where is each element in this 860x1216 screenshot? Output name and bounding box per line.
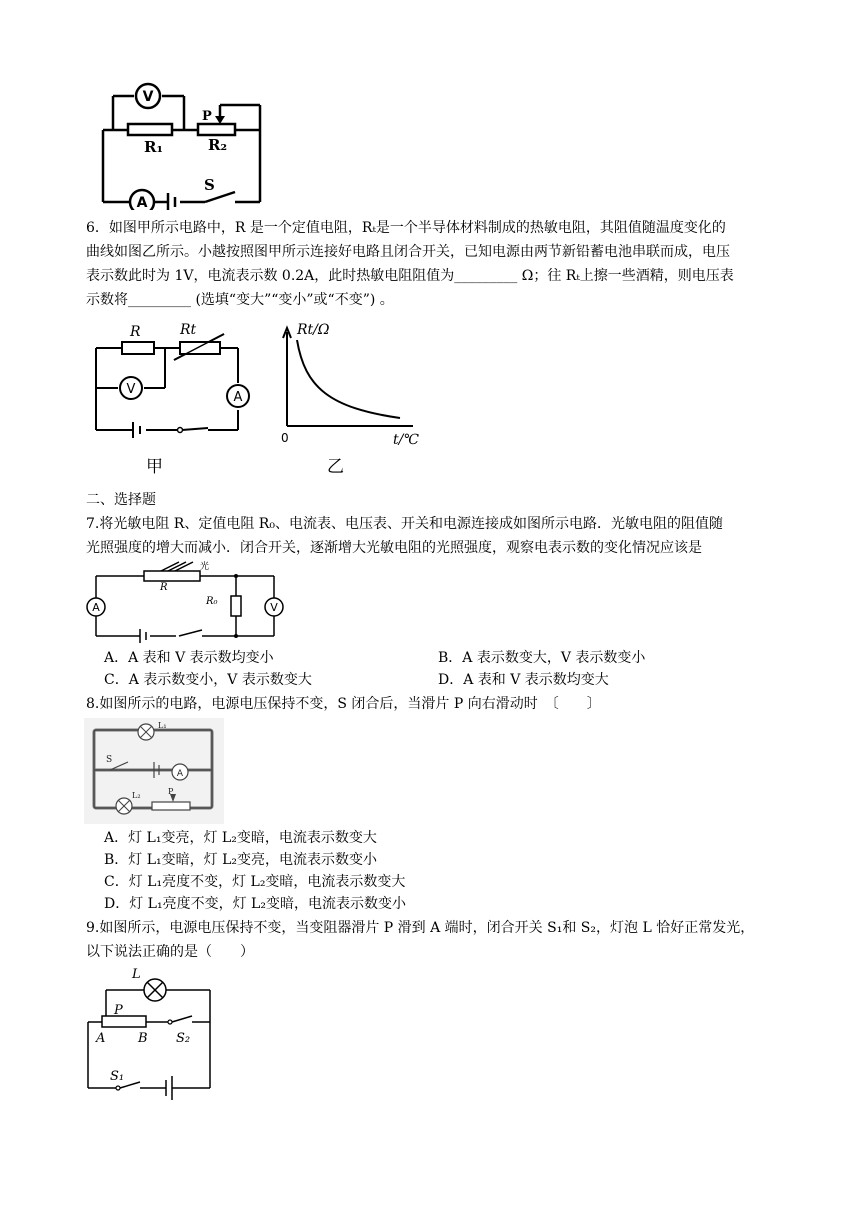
q7-option-b[interactable]: B．A 表示数变大，V 表示数变小 (438, 650, 646, 666)
svg-text:A: A (136, 195, 148, 210)
q9-line-1: 9.如图所示，电源电压保持不变，当变阻器滑片 P 滑到 A 端时，闭合开关 S₁和 S₂，灯泡 L 恰好正常发光， (86, 920, 755, 936)
q9-line-2: 以下说法正确的是（ ） (86, 944, 254, 960)
svg-text:L₁: L₁ (158, 721, 167, 730)
svg-text:L: L (132, 967, 141, 982)
svg-text:S: S (204, 176, 215, 194)
q8-option-d[interactable]: D．灯 L₁亮度不变，灯 L₂变暗，电流表示数变小 (104, 896, 406, 912)
q8-circuit-figure (84, 718, 224, 824)
svg-text:Rt: Rt (180, 322, 197, 338)
svg-text:S₁: S₁ (110, 1069, 125, 1084)
section-2-title: 二、选择题 (86, 492, 156, 508)
svg-text:L₂: L₂ (132, 791, 141, 800)
svg-text:S: S (106, 755, 113, 765)
svg-text:S₂: S₂ (176, 1031, 191, 1046)
svg-text:R: R (160, 582, 168, 593)
q8-stem: 8.如图所示的电路，电源电压保持不变，S 闭合后，当滑片 P 向右滑动时 〔 〕 (86, 696, 601, 712)
q6-figure-a-caption: 甲 (146, 457, 163, 477)
svg-text:A: A (96, 1031, 106, 1046)
q7-line-1: 7.将光敏电阻 R、定值电阻 R₀、电流表、电压表、开关和电源连接成如图所示电路．光敏电阻的阻值随 (86, 516, 723, 532)
svg-text:R₀: R₀ (206, 596, 218, 607)
svg-text:P: P (168, 787, 174, 796)
svg-text:R: R (130, 324, 141, 340)
svg-text:0: 0 (281, 431, 289, 445)
resistor-r1 (128, 124, 172, 135)
q7-option-d[interactable]: D．A 表和 V 表示数均变大 (438, 672, 609, 688)
q6-line-3: 表示数此时为 1V，电流表示数 0.2A，此时热敏电阻阻值为_________ Ω；往 Rₜ上擦一些酒精，则电压表 (86, 268, 734, 284)
svg-text:V: V (142, 89, 154, 105)
svg-text:Rt/Ω: Rt/Ω (297, 322, 330, 338)
q6-figure-b-caption: 乙 (327, 457, 344, 477)
svg-text:R₂: R₂ (208, 136, 228, 154)
svg-text:V: V (126, 382, 136, 397)
q6-line-2: 曲线如图乙所示。小越按照图甲所示连接好电路且闭合开关，已知电源由两节新铅蓄电池串联而成，电压 (86, 244, 730, 260)
q8-option-a[interactable]: A．灯 L₁变亮，灯 L₂变暗，电流表示数变大 (104, 830, 377, 846)
svg-text:光: 光 (200, 562, 210, 572)
q8-option-b[interactable]: B．灯 L₁变暗，灯 L₂变亮，电流表示数变小 (104, 852, 378, 868)
svg-text:B: B (138, 1031, 148, 1046)
q7-circuit-figure (84, 560, 294, 644)
q8-option-c[interactable]: C．灯 L₁亮度不变，灯 L₂变暗，电流表示数变大 (104, 874, 406, 890)
svg-text:P: P (114, 1003, 123, 1018)
svg-text:A: A (233, 390, 243, 405)
q6-line-4: 示数将_________ (选填“变大”“变小”或“不变”) 。 (86, 292, 394, 308)
svg-text:A: A (176, 769, 184, 779)
q6-figure-a-circuit (88, 318, 258, 478)
rheostat-r2 (198, 124, 235, 135)
q9-circuit-figure (80, 964, 220, 1104)
q6-figure-b-graph (275, 318, 435, 478)
q6-line-1: 6．如图甲所示电路中，R 是一个定值电阻，Rₜ是一个半导体材料制成的热敏电阻，其阻值随温度变化的 (86, 220, 726, 236)
svg-text:R₁: R₁ (144, 138, 164, 156)
svg-text:P: P (202, 109, 212, 124)
svg-text:t/℃: t/℃ (393, 432, 420, 448)
q7-option-c[interactable]: C．A 表示数变小，V 表示数变大 (104, 672, 312, 688)
top-circuit-figure (100, 80, 270, 210)
svg-text:A: A (92, 601, 100, 614)
svg-text:V: V (270, 601, 278, 614)
q7-line-2: 光照强度的增大而减小．闭合开关，逐渐增大光敏电阻的光照强度，观察电表示数的变化情况应该是 (86, 540, 702, 556)
q7-option-a[interactable]: A．A 表和 V 表示数均变小 (104, 650, 274, 666)
